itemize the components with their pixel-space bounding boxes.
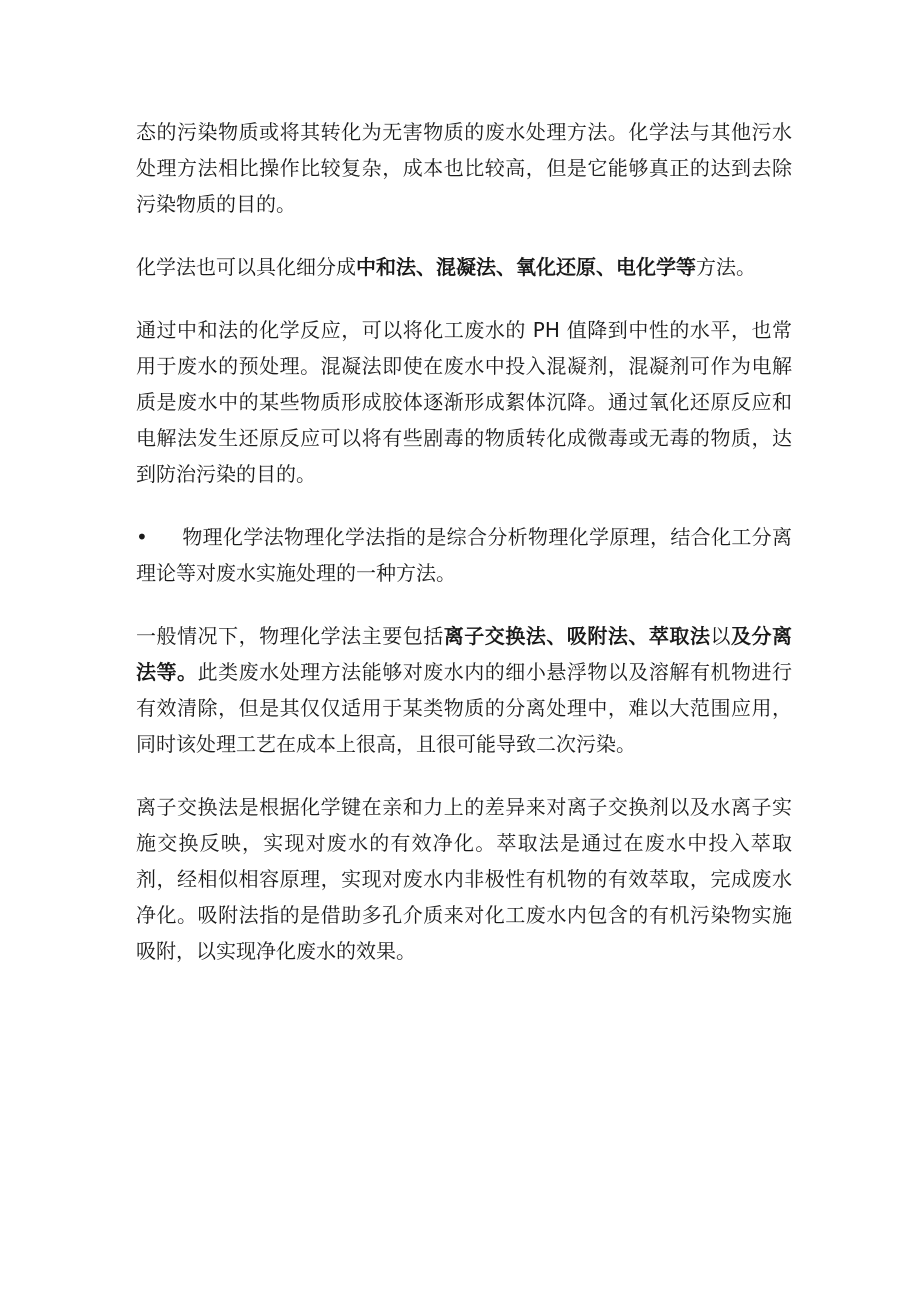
paragraph-physicochemical-types — [136, 618, 792, 762]
phys-bold-list-2: 及分离法等。 — [136, 624, 793, 684]
bullet-text: 物理化学法物理化学法指的是综合分析物理化学原理，结合化工分离理论等对废水实施处理的一种方法。 — [136, 525, 792, 585]
phys-prefix: 一般情况下，物理化学法主要包括 — [136, 624, 444, 648]
paragraph-chemical-method-types — [136, 249, 792, 285]
paragraph-chemical-method-intro: 态的污染物质或将其转化为无害物质的废水处理方法。化学法与其他污水处理方法相比操作比较复杂，成本也比较高，但是它能够真正的达到去除污染物质的目的。 — [136, 120, 792, 216]
types-prefix: 化学法也可以具化细分成 — [136, 255, 356, 279]
phys-suffix: 此类废水处理方法能够对废水内的细小悬浮物以及溶解有机物进行有效清除，但是其仅仅适用于某类物质的分离处理中，难以大范围应用，同时该处理工艺在成本上很高，且很可能导致二次污染。 — [136, 660, 793, 756]
phys-bold-list-1: 离子交换法、吸附法、萃取法 — [443, 624, 711, 648]
phys-middle: 以 — [710, 624, 731, 648]
types-suffix: 方法。 — [696, 255, 756, 279]
bullet-dot-icon: • — [136, 525, 148, 549]
paragraph-ion-exchange-extraction-adsorption: 离子交换法是根据化学键在亲和力上的差异来对离子交换剂以及水离子实施交换反映，实现对废水的有效净化。萃取法是通过在废水中投入萃取剂，经相似相容原理，实现对废水内非极性有机物的有效萃取，完成废水净化。吸附法指的是借助多孔介质来对化工废水内包含的有机污染物实施吸附，以实现净化废水的效果。 — [136, 795, 792, 963]
paragraph-neutralization-coagulation: 通过中和法的化学反应，可以将化工废水的 PH 值降到中性的水平，也常用于废水的预处理。混凝法即使在废水中投入混凝剂，混凝剂可作为电解质是废水中的某些物质形成胶体逐渐形成絮体沉降。通过氧化还原反应和电解法发生还原反应可以将有些剧毒的物质转化成微毒或无毒的物质，达到防治污染的目的。 — [136, 318, 792, 486]
document-page — [136, 114, 792, 996]
types-bold-list: 中和法、混凝法、氧化还原、电化学等 — [356, 255, 696, 279]
bullet-physicochemical-method — [136, 519, 792, 591]
